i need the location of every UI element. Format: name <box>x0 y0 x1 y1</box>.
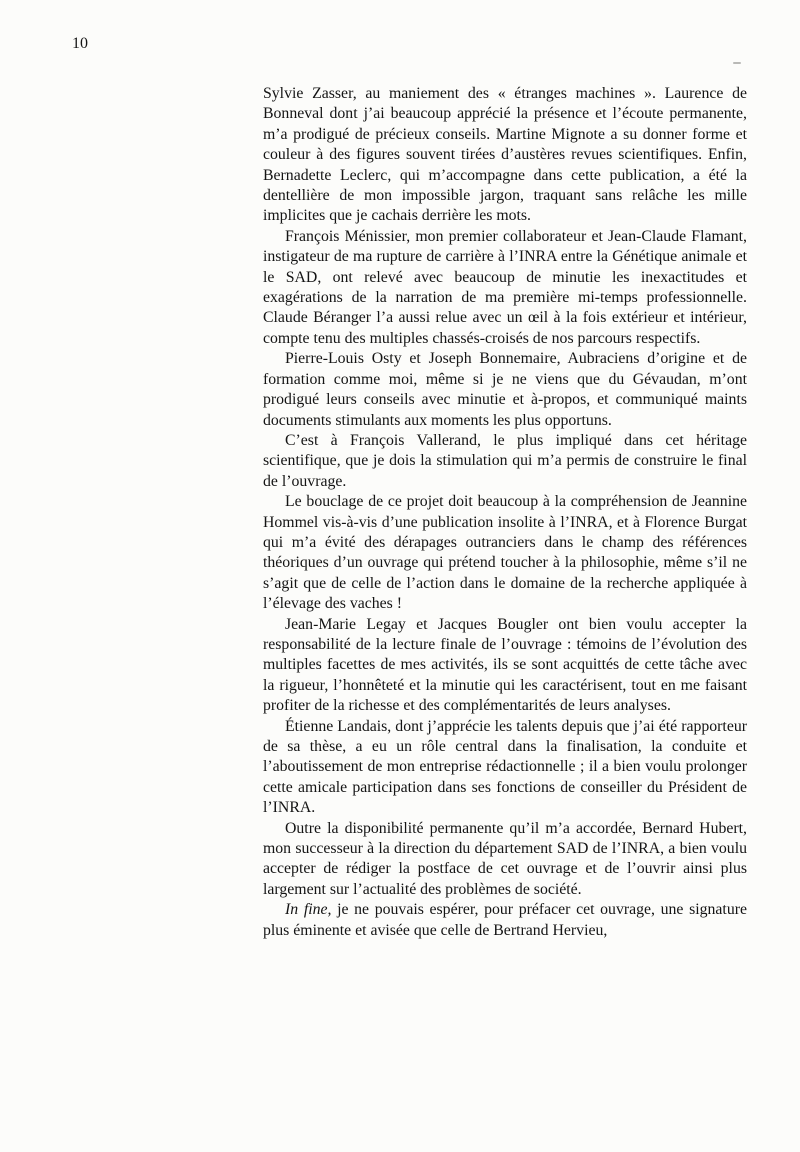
italic-lead: In fine, <box>285 901 332 919</box>
paragraph: In fine, je ne pouvais espérer, pour préfacer cet ouvrage, une signature plus éminente et avisée que celle de Bertrand Hervieu, <box>263 901 747 939</box>
paragraph: C’est à François Vallerand, le plus impliqué dans cet héritage scientifique, que je dois la stimulation qui m’a permis de construire le final de l’ouvrage. <box>263 431 747 490</box>
paragraph: Étienne Landais, dont j’apprécie les talents depuis que j’ai été rapporteur de sa thèse, a eu un rôle central dans la finalisation, la conduite et l’aboutissement de mon entreprise rédactionnelle ; il a bien voulu prolonger cette amicale participation dans ses fonctions de conseiller du Président de l’INRA. <box>263 717 747 817</box>
paragraph: Le bouclage de ce projet doit beaucoup à la compréhension de Jeannine Hommel vis-à-vis d’une publication insolite à l’INRA, et à Florence Burgat qui m’a évité des dérapages outranciers dans le champ des références théoriques d’un ouvrage qui prétend toucher à la philosophie, même s’il ne s’agit que de celle de l’action dans le domaine de la recherche appliquée à l’élevage des vaches ! <box>263 493 747 613</box>
paragraph: Sylvie Zasser, au maniement des « étranges machines ». Laurence de Bonneval dont j’ai beaucoup apprécié la présence et l’écoute permanente, m’a prodigué de précieux conseils. Martine Mignote a su donner forme et couleur à des figures souvent tirées d’austères revues scientifiques. Enfin, Bernadette Leclerc, qui m’accompagne dans cette publication, a été la dentellière de mon impossible jargon, traquant sans relâche les mille implicites que je cachais derrière les mots. <box>263 85 747 225</box>
paragraph: Outre la disponibilité permanente qu’il m’a accordée, Bernard Hubert, mon successeur à la direction du département SAD de l’INRA, a bien voulu accepter de rédiger la postface de cet ouvrage et de l’ouvrir ainsi plus largement sur l’actualité des problèmes de société. <box>263 819 747 898</box>
paragraph: François Ménissier, mon premier collaborateur et Jean-Claude Flamant, instigateur de ma rupture de carrière à l’INRA entre la Génétique animale et le SAD, ont relevé avec beaucoup de minutie les inexactitudes et exagérations de la narration de ma première mi-temps professionnelle. Claude Béranger l’a aussi relue avec un œil à la fois extérieur et intérieur, compte tenu des multiples chassés-croisés de nos parcours respectifs. <box>263 227 747 347</box>
text-block <box>263 84 747 941</box>
paragraph: Pierre-Louis Osty et Joseph Bonnemaire, Aubraciens d’origine et de formation comme moi, même si je ne viens que du Gévaudan, m’ont prodigué leurs conseils avec minutie et à-propos, et communiqué maints documents stimulants aux moments les plus opportuns. <box>263 350 747 429</box>
page-number: 10 <box>72 35 88 52</box>
scan-smudge-mark <box>733 62 741 64</box>
paragraph: Jean-Marie Legay et Jacques Bougler ont bien voulu accepter la responsabilité de la lecture finale de l’ouvrage : témoins de l’évolution des multiples facettes de mes activités, ils se sont acquittés de cette tâche avec la rigueur, l’honnêteté et la minutie qui les caractérisent, tout en me faisant profiter de la richesse et des complémentarités de leurs analyses. <box>263 615 747 715</box>
